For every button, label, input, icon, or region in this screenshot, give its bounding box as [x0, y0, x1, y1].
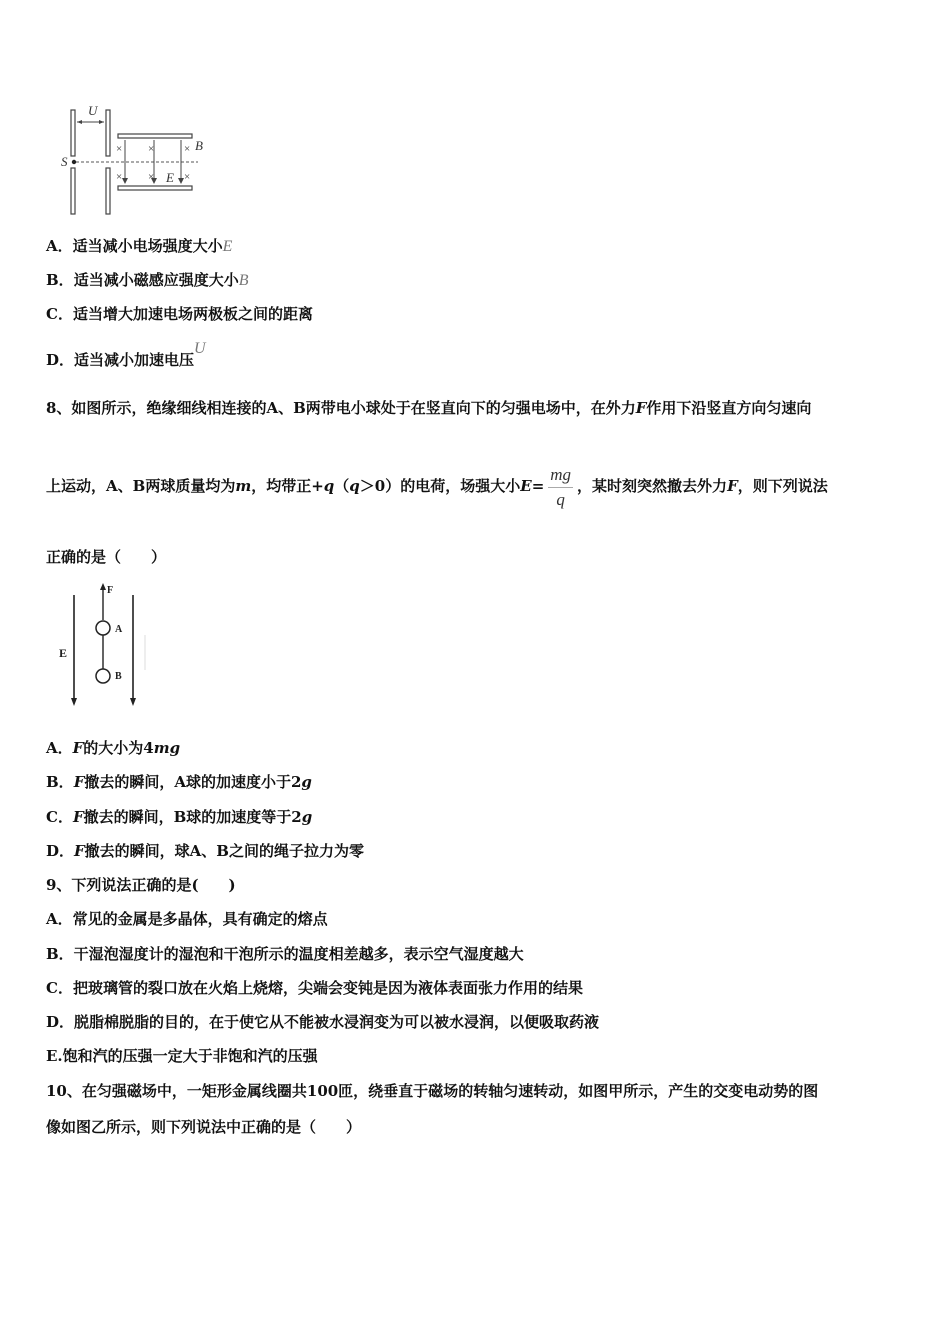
q7-option-b: B．适当减小磁感应强度大小B — [46, 271, 249, 289]
label-e: E — [166, 170, 174, 185]
q7-option-d: D．适当减小加速电压U — [46, 340, 206, 369]
q9-option-e: E.饱和汽的压强一定大于非饱和汽的压强 — [46, 1047, 318, 1065]
velocity-selector-figure — [58, 100, 218, 220]
svg-text:×: × — [116, 143, 123, 155]
q7-option-a: A．适当减小电场强度大小E — [46, 237, 233, 255]
q8-option-c: C．F撤去的瞬间，B球的加速度等于2g — [46, 808, 313, 826]
q8-stem-line2: 上运动，A、B两球质量均为m，均带正+q（q＞0）的电荷，场强大小E= $\frac{mg}{q}$ ，某时刻突然撤去外力F，则下列说法 — [46, 464, 828, 509]
svg-text:×: × — [184, 143, 191, 155]
q7-option-c: C．适当增大加速电场两极板之间的距离 — [46, 305, 313, 323]
label-ball-a: A — [115, 624, 123, 635]
q8-stem-line3: 正确的是（ ） — [46, 548, 167, 566]
q9-option-a: A．常见的金属是多晶体，具有确定的熔点 — [46, 910, 328, 928]
svg-text:×: × — [148, 171, 155, 183]
svg-text:×: × — [148, 143, 155, 155]
q8-option-b: B．F撤去的瞬间，A球的加速度小于2g — [46, 773, 312, 791]
q9-option-c: C．把玻璃管的裂口放在火焰上烧熔，尖端会变钝是因为液体表面张力作用的结果 — [46, 979, 583, 997]
q9-title: 9、下列说法正确的是( ) — [46, 876, 236, 894]
two-balls-figure — [55, 580, 165, 710]
q8-option-d: D．F撤去的瞬间，球A、B之间的绳子拉力为零 — [46, 842, 364, 860]
label-b: B — [195, 138, 203, 153]
q8-option-a: A．F的大小为4mg — [46, 739, 181, 757]
label-u: U — [88, 103, 98, 118]
field-strength-fraction: $\frac{mg}{q}$ — [550, 464, 572, 509]
q8-stem-line1: 8、如图所示，绝缘细线相连接的A、B两带电小球处于在竖直向下的匀强电场中，在外力F作用下沿竖直方向匀速向 — [46, 399, 812, 417]
svg-text:×: × — [184, 171, 191, 183]
label-s: S — [61, 154, 68, 169]
q10-stem-line2: 像如图乙所示，则下列说法中正确的是（ ） — [46, 1118, 362, 1136]
svg-text:×: × — [116, 171, 123, 183]
q10-stem-line1: 10、在匀强磁场中，一矩形金属线圈共100匝，绕垂直于磁场的转轴匀速转动，如图甲所示，产生的交变电动势的图 — [46, 1082, 819, 1100]
label-field-e: E — [59, 646, 68, 660]
label-ball-b: B — [115, 671, 122, 682]
q9-option-b: B．干湿泡湿度计的湿泡和干泡所示的温度相差越多，表示空气湿度越大 — [46, 945, 524, 963]
q9-option-d: D．脱脂棉脱脂的目的，在于使它从不能被水浸润变为可以被水浸润，以便吸取药液 — [46, 1013, 600, 1031]
label-force-f: F — [107, 585, 114, 596]
